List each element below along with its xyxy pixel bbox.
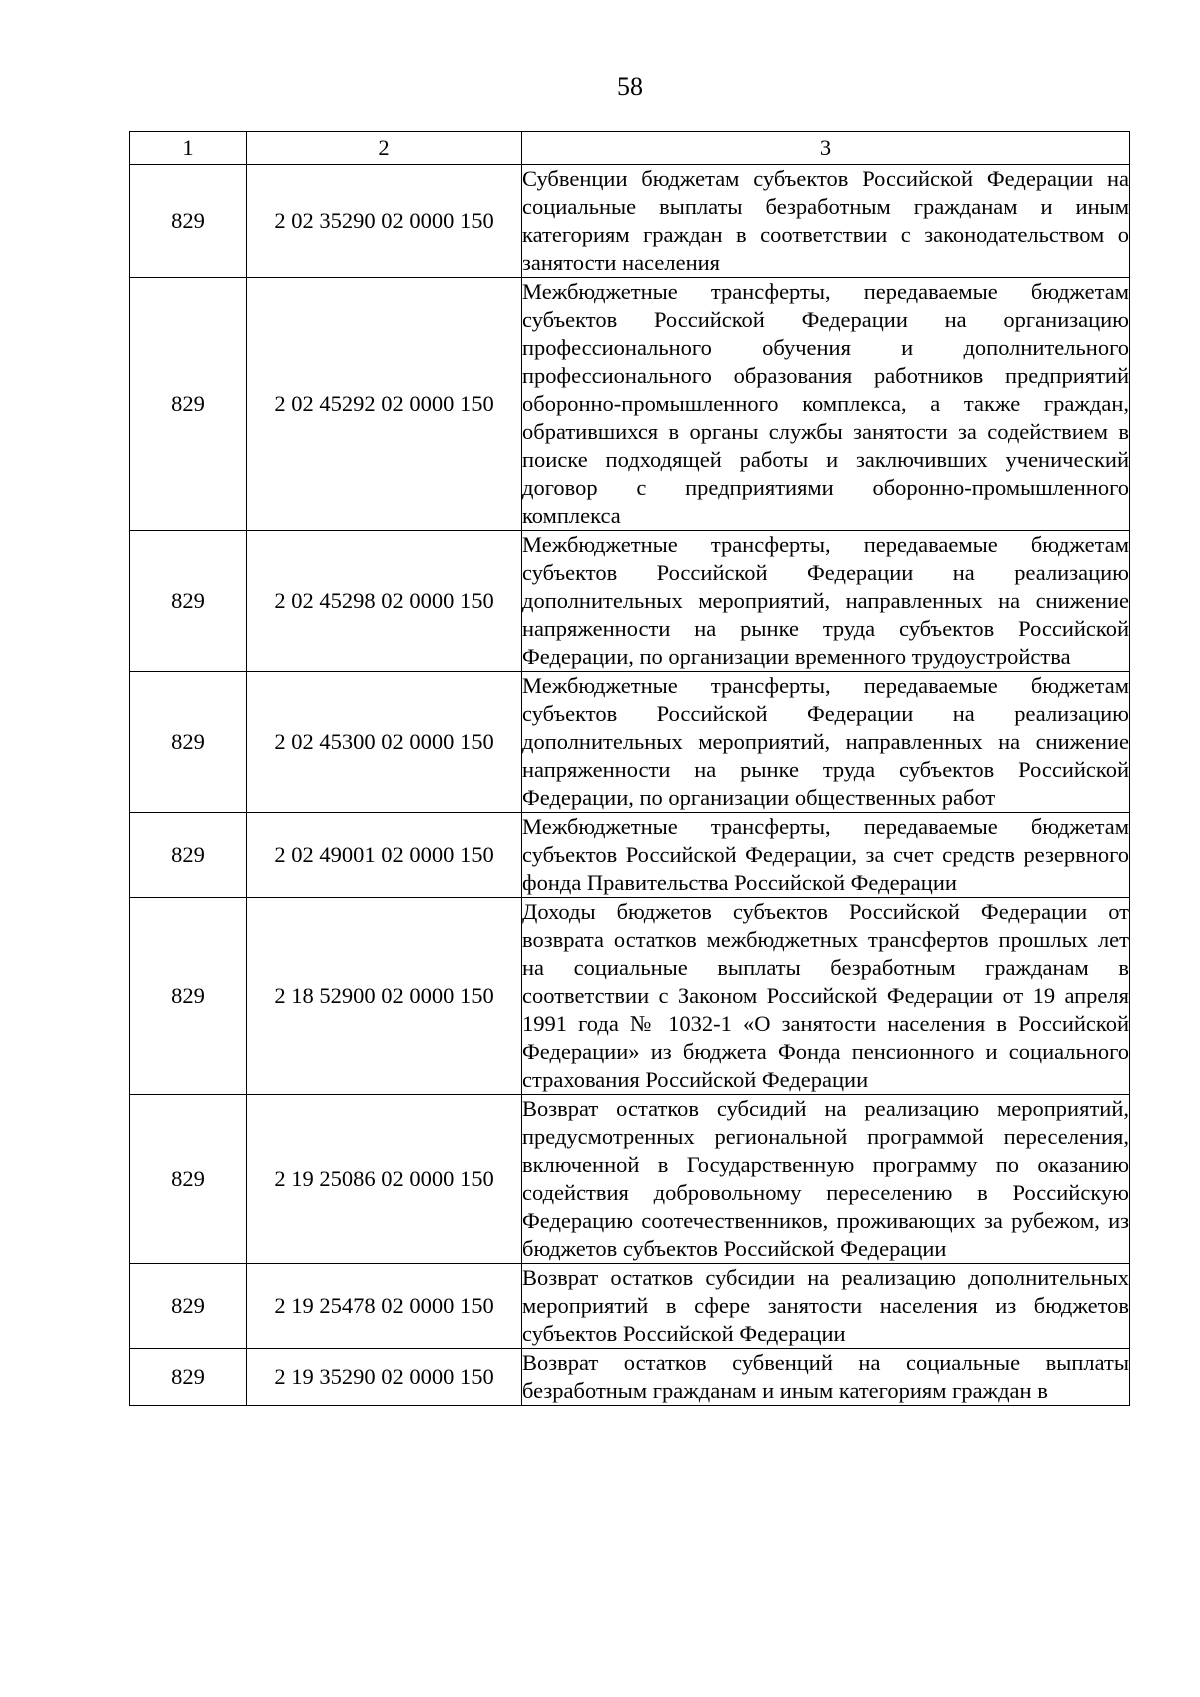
budget-code-cell: 2 02 45300 02 0000 150 — [247, 672, 522, 813]
admin-code-cell: 829 — [130, 1349, 247, 1406]
table-row — [130, 672, 1130, 813]
description-cell: Субвенции бюджетам субъектов Российской Федерации на социальные выплаты безработным гражданам и иным категориям граждан в соответствии с законодательством о занятости населения — [522, 165, 1130, 278]
column-header-2: 2 — [247, 132, 522, 165]
budget-code-cell: 2 02 45292 02 0000 150 — [247, 278, 522, 531]
budget-code-cell: 2 02 49001 02 0000 150 — [247, 813, 522, 898]
budget-code-cell: 2 02 45298 02 0000 150 — [247, 531, 522, 672]
table-row — [130, 813, 1130, 898]
table-row — [130, 1264, 1130, 1349]
description-cell: Возврат остатков субвенций на социальные выплаты безработным гражданам и иным категориям граждан в — [522, 1349, 1130, 1406]
table-header-row — [130, 132, 1130, 165]
revenue-codes-table — [129, 131, 1130, 1406]
admin-code-cell: 829 — [130, 813, 247, 898]
admin-code-cell: 829 — [130, 1095, 247, 1264]
budget-code-cell: 2 19 25478 02 0000 150 — [247, 1264, 522, 1349]
budget-code-cell: 2 18 52900 02 0000 150 — [247, 898, 522, 1095]
description-cell: Возврат остатков субсидий на реализацию мероприятий, предусмотренных региональной программой переселения, включенной в Государственную программу по оказанию содействия добровольному переселению в Российскую Федерацию соотечественников, проживающих за рубежом, из бюджетов субъектов Российской Федерации — [522, 1095, 1130, 1264]
admin-code-cell: 829 — [130, 898, 247, 1095]
description-cell: Возврат остатков субсидии на реализацию дополнительных мероприятий в сфере занятости населения из бюджетов субъектов Российской Федерации — [522, 1264, 1130, 1349]
page-number: 58 — [617, 72, 643, 101]
description-cell: Доходы бюджетов субъектов Российской Федерации от возврата остатков межбюджетных трансфертов прошлых лет на социальные выплаты безработным гражданам в соответствии с Законом Российской Федерации от 19 апреля 1991 года № 1032-1 «О занятости населения в Российской Федерации» из бюджета Фонда пенсионного и социального страхования Российской Федерации — [522, 898, 1130, 1095]
column-header-3: 3 — [522, 132, 1130, 165]
description-cell: Межбюджетные трансферты, передаваемые бюджетам субъектов Российской Федерации, за счет средств резервного фонда Правительства Российской Федерации — [522, 813, 1130, 898]
table-row — [130, 165, 1130, 278]
admin-code-cell: 829 — [130, 1264, 247, 1349]
table-row — [130, 531, 1130, 672]
table-row — [130, 898, 1130, 1095]
admin-code-cell: 829 — [130, 672, 247, 813]
table-row — [130, 1349, 1130, 1406]
column-header-1: 1 — [130, 132, 247, 165]
budget-code-cell: 2 19 25086 02 0000 150 — [247, 1095, 522, 1264]
admin-code-cell: 829 — [130, 165, 247, 278]
admin-code-cell: 829 — [130, 278, 247, 531]
description-cell: Межбюджетные трансферты, передаваемые бюджетам субъектов Российской Федерации на реализацию дополнительных мероприятий, направленных на снижение напряженности на рынке труда субъектов Российской Федерации, по организации общественных работ — [522, 672, 1130, 813]
table-row — [130, 278, 1130, 531]
description-cell: Межбюджетные трансферты, передаваемые бюджетам субъектов Российской Федерации на организацию профессионального обучения и дополнительного профессионального образования работников предприятий оборонно-промышленного комплекса, а также граждан, обратившихся в органы службы занятости за содействием в поиске подходящей работы и заключивших ученический договор с предприятиями оборонно-промышленного комплекса — [522, 278, 1130, 531]
budget-code-cell: 2 19 35290 02 0000 150 — [247, 1349, 522, 1406]
admin-code-cell: 829 — [130, 531, 247, 672]
budget-code-cell: 2 02 35290 02 0000 150 — [247, 165, 522, 278]
description-cell: Межбюджетные трансферты, передаваемые бюджетам субъектов Российской Федерации на реализацию дополнительных мероприятий, направленных на снижение напряженности на рынке труда субъектов Российской Федерации, по организации временного трудоустройства — [522, 531, 1130, 672]
table-row — [130, 1095, 1130, 1264]
